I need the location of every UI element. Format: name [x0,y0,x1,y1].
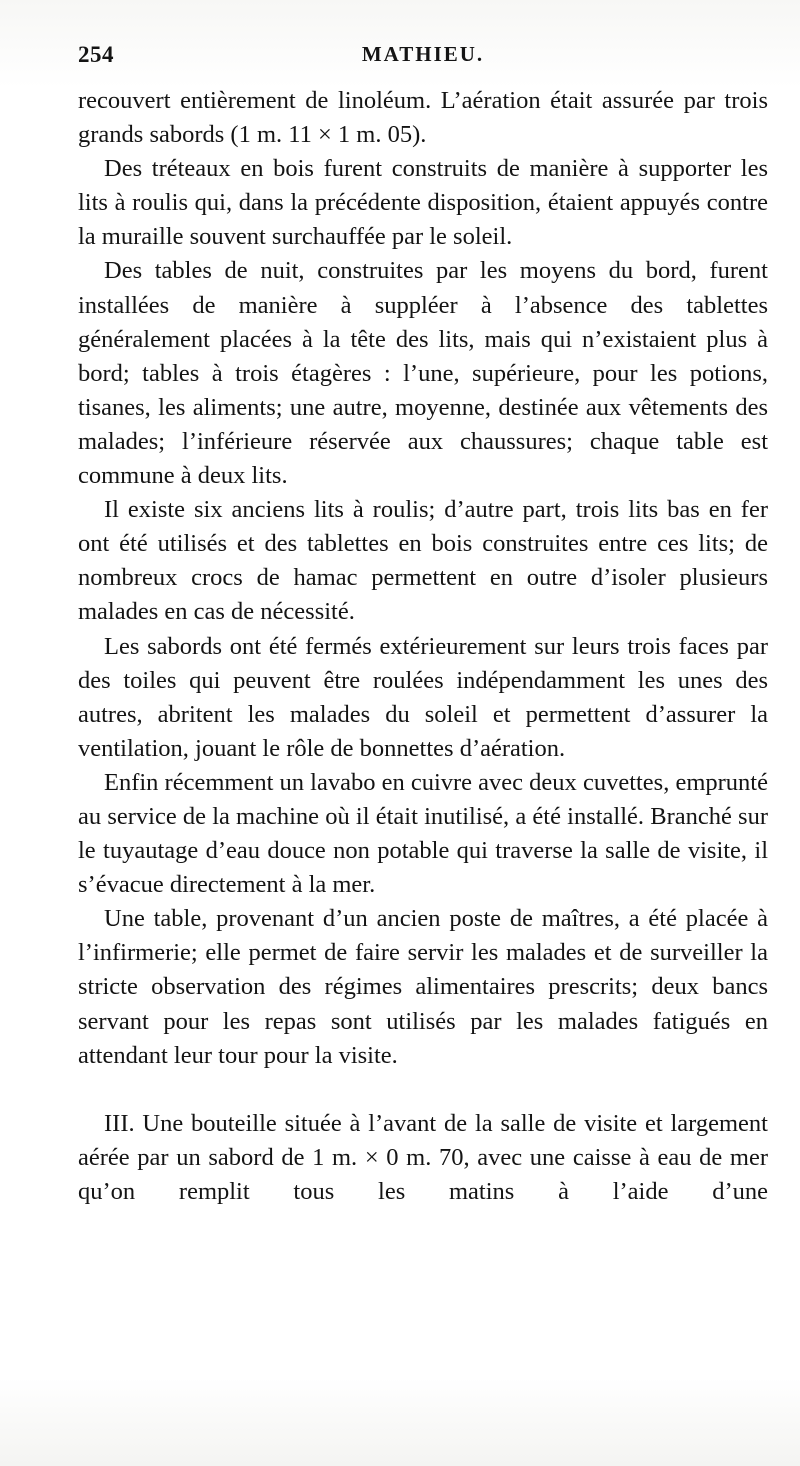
paragraph-lavabo: Enfin récemment un lavabo en cuivre avec deux cuvettes, emprunté au service de la machine où il était inutilisé, a été installé. Branché sur le tuyautage d’eau douce non potable qui traverse la salle de visite, il s’évacue directement à la mer. [78,768,768,899]
paragraph-sabords: Les sabords ont été fermés extérieurement sur leurs trois faces par des toiles qui peuvent être roulées indépendamment les unes des autres, abritent les malades du soleil et permettent d’assurer la ventilation, jouant le rôle de bonnettes d’aération. [78,632,768,762]
paragraph-section-iii: III. Une bouteille située à l’avant de la salle de visite et largement aérée par un sabord de 1 m. × 0 m. 70, avec une caisse à eau de mer qu’on remplit tous les matins à l’aide d’une [78,1109,768,1205]
running-title: MATHIEU. [361,42,485,66]
paragraph-treteaux: Des tréteaux en bois furent construits de manière à supporter les lits à roulis qui, dans la précédente disposition, étaient appuyés contre la muraille souvent surchauffée par le soleil. [78,155,768,251]
paragraph-lits-a-roulis: Il existe six anciens lits à roulis; d’autre part, trois lits bas en fer ont été utilisés et des tablettes en bois construites entre ces lits; de nombreux crocs de hamac permettent en outre d’isoler plusieurs malades en cas de nécessité. [78,496,768,626]
body-text [78,84,768,1209]
paragraph-continuation: recouvert entièrement de linoléum. L’aération était assurée par trois grands sabords (1 m. 11 × 1 m. 05). [78,87,768,149]
paragraph-tables-de-nuit: Des tables de nuit, construites par les moyens du bord, furent installées de manière à suppléer à l’absence des tablettes généralement placées à la tête des lits, mais qui n’existaient plus à bord; tables à trois étagères : l’une, supérieure, pour les potions, tisanes, les aliments; une autre, moyenne, destinée aux vêtements des malades; l’inférieure réservée aux chaussures; chaque table est commune à deux lits. [78,257,768,490]
paragraph-table-infirmerie: Une table, provenant d’un ancien poste de maîtres, a été placée à l’infirmerie; elle permet de faire servir les malades et de surveiller la stricte observation des régimes alimentaires prescrits; deux bancs servant pour les repas sont utilisés par les malades fatigués en attendant leur tour pour la visite. [78,905,768,1069]
page-header [78,42,768,78]
page-number: 254 [78,42,114,67]
